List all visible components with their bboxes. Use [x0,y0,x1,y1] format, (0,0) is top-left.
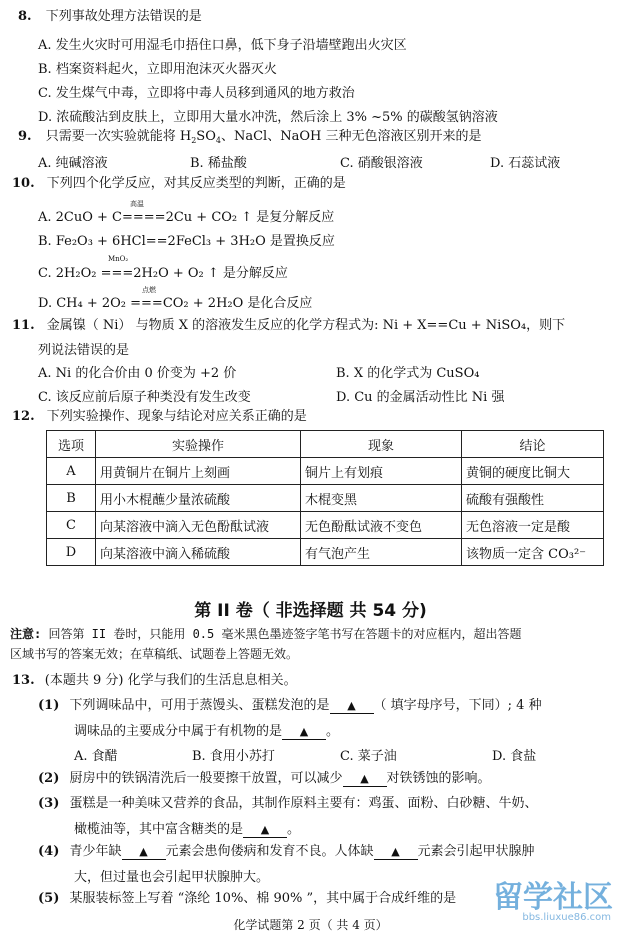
q13-part-3-line-2 [74,818,300,838]
q11-option-d: D. Cu 的金属活动性比 Ni 强 [336,390,505,405]
q13-part-4 [38,843,535,861]
table-cell: 有气泡产生 [301,539,462,566]
q10-option-b: B. Fe₂O₃ + 6HCl==2FeCl₃ + 3H₂O 是置换反应 [38,234,335,249]
answer-blank[interactable]: ▲ [243,823,287,838]
table-cell: D [47,539,96,566]
q9-line [18,128,481,150]
q13-part-2-number: (2) [38,771,60,786]
table-header-cell: 结论 [462,431,604,458]
table-header-row [47,431,604,458]
table-cell: B [47,485,96,512]
table-row [47,539,604,566]
q9-sub-4: 4 [215,136,221,145]
q9-number: 9. [18,129,32,144]
table-cell: 用黄铜片在铜片上刻画 [96,458,301,485]
table-cell: 铜片上有划痕 [301,458,462,485]
q13-part-3-text-b: 橄榄油等，其中富含糖类的是 [74,822,244,837]
q12-line [12,408,307,426]
q10-option-d: D. CH₄ + 2O₂ ===CO₂ + 2H₂O 是化合反应 [38,296,313,311]
table-cell: 该物质一定含 CO₃²⁻ [462,539,604,566]
notice-label: 注意: [10,627,42,641]
q9-option-b: B. 稀盐酸 [190,156,247,171]
q13-part-1-text-a: 下列调味品中，可用于蒸馒头、蛋糕发泡的是 [69,698,330,713]
q12-stem: 下列实验操作、现象与结论对应关系正确的是 [46,409,307,424]
table-header-cell: 实验操作 [96,431,301,458]
q13-part-1-number: (1) [38,698,60,713]
q13-line [12,672,297,690]
table-row [47,512,604,539]
q9-option-d: D. 石蕊试液 [490,156,561,171]
q13-part-1-line-2 [74,720,339,740]
q13-part-3-number: (3) [38,796,60,811]
q10-option-a: A. 2CuO + C====2Cu + CO₂ ↑ 是复分解反应 [38,210,335,225]
q13-part-1 [38,697,542,715]
experiment-table [46,430,604,566]
section-title: 第 II 卷（ 非选择题 共 54 分) [194,601,427,621]
q13-option-c: C. 菜子油 [340,749,397,764]
q8-option-c: C. 发生煤气中毒，立即将中毒人员移到通风的地方救治 [38,86,355,101]
q13-part-5 [38,890,456,908]
q13-part-1-text-b: （ 填字母序号，下同）; 4 种 [373,698,542,713]
table-cell: 木棍变黑 [301,485,462,512]
q11-stem-1: 金属镍（ Ni） 与物质 X 的溶液发生反应的化学方程式为: Ni + X==Cu + NiSO₄，则下 [46,318,566,333]
q13-part-5-text-a: 某服装标签上写着 “涤纶 10%、棉 90% ”，其中属于合成纤维的是 [69,891,457,906]
answer-blank[interactable]: ▲ [330,699,374,714]
q13-option-d: D. 食盐 [492,749,537,764]
page-footer: 化学试题第 2 页（ 共 4 页） [233,918,388,932]
q10-number: 10. [12,176,35,191]
table-cell: 用小木棍蘸少量浓硫酸 [96,485,301,512]
q10-option-c: C. 2H₂O₂ ===2H₂O + O₂ ↑ 是分解反应 [38,266,288,281]
q9-stem-a: 只需要一次实验就能将 H [45,129,192,144]
table-row [47,485,604,512]
q11-option-c: C. 该反应前后原子种类没有发生改变 [38,390,251,405]
notice-line-2: 区域书写的答案无效；在草稿纸、试题卷上答题无效。 [10,647,299,661]
q13-part-1-text-c: 调味品的主要成分中属于有机物的是 [74,724,283,739]
q13-part-4-text-b: 元素会患佝偻病和发育不良。人体缺 [165,844,374,859]
q13-part-3-text-a: 蛋糕是一种美味又营养的食品，其制作原料主要有：鸡蛋、面粉、白砂糖、牛奶、 [69,796,538,811]
q13-part-3-text-c: 。 [287,822,301,837]
table-cell: 无色酚酞试液不变色 [301,512,462,539]
table-cell: 硫酸有强酸性 [462,485,604,512]
q9-sub-2: 2 [191,136,197,145]
q13-part-2-text-a: 厨房中的铁锅清洗后一般要擦干放置，可以减少 [69,771,343,786]
table-header-cell: 选项 [47,431,96,458]
q11-number: 11. [12,318,35,333]
table-cell: 无色溶液一定是酸 [462,512,604,539]
answer-blank[interactable]: ▲ [374,845,418,860]
q10-d-condition: 点燃 [142,286,156,294]
table-cell: C [47,512,96,539]
q13-part-2-text-b: 对铁锈蚀的影响。 [386,771,491,786]
watermark-logo: 留学社区 [493,880,613,915]
q13-part-4-number: (4) [38,844,60,859]
q11-line [12,317,565,335]
notice-line-1: 回答第 II 卷时，只能用 0.5 毫米黑色墨迹签字笔书写在答题卡的对应框内，超出答题 [41,627,522,641]
q13-stem: (本题共 9 分) 化学与我们的生活息息相关。 [44,673,297,688]
q10-a-condition: 高温 [130,200,144,208]
q13-part-2 [38,770,491,788]
q8-stem: 下列事故处理方法错误的是 [45,9,202,24]
q13-part-4-text-a: 青少年缺 [69,844,122,859]
table-cell: A [47,458,96,485]
q11-option-a: A. Ni 的化合价由 0 价变为 +2 价 [38,366,237,381]
table-cell: 向某溶液中滴入无色酚酞试液 [96,512,301,539]
answer-blank[interactable]: ▲ [122,845,166,860]
q13-option-b: B. 食用小苏打 [192,749,275,764]
answer-blank[interactable]: ▲ [282,725,326,740]
table-row [47,458,604,485]
answer-blank[interactable]: ▲ [343,772,387,787]
q13-part-4-text-d: 大，但过量也会引起甲状腺肿大。 [74,870,270,885]
q12-number: 12. [12,409,35,424]
q8-option-a: A. 发生火灾时可用湿毛巾捂住口鼻，低下身子沿墙壁跑出火灾区 [38,38,407,53]
q9-option-a: A. 纯碱溶液 [38,156,108,171]
table-cell: 向某溶液中滴入稀硫酸 [96,539,301,566]
q10-line [12,175,346,193]
q13-part-5-number: (5) [38,891,60,906]
q9-stem-b: SO [196,129,216,144]
q9-stem-c: 、NaCl、NaOH 三种无色溶液区别开来的是 [220,129,482,144]
q13-part-4-text-c: 元素会引起甲状腺肿 [417,844,535,859]
q10-stem: 下列四个化学反应，对其反应类型的判断，正确的是 [46,176,346,191]
section-notice [10,624,610,664]
q13-part-3 [38,795,538,813]
q11-stem-2: 列说法错误的是 [38,343,130,358]
q13-option-a: A. 食醋 [74,749,118,764]
q10-c-condition: MnO₂ [108,255,129,263]
q13-part-1-text-d: 。 [326,724,340,739]
watermark-url: bbs.liuxue86.com [522,912,611,923]
q9-option-c: C. 硝酸银溶液 [340,156,423,171]
q8-number: 8. [18,9,32,24]
q8-option-d: D. 浓硫酸沾到皮肤上，立即用大量水冲洗，然后涂上 3% ~5% 的碳酸氢钠溶液 [38,110,498,125]
q8-option-b: B. 档案资料起火，立即用泡沫灭火器灭火 [38,62,277,77]
q13-number: 13. [12,673,35,688]
q11-option-b: B. X 的化学式为 CuSO₄ [336,366,480,381]
q8-line [18,8,202,26]
table-cell: 黄铜的硬度比铜大 [462,458,604,485]
table-header-cell: 现象 [301,431,462,458]
